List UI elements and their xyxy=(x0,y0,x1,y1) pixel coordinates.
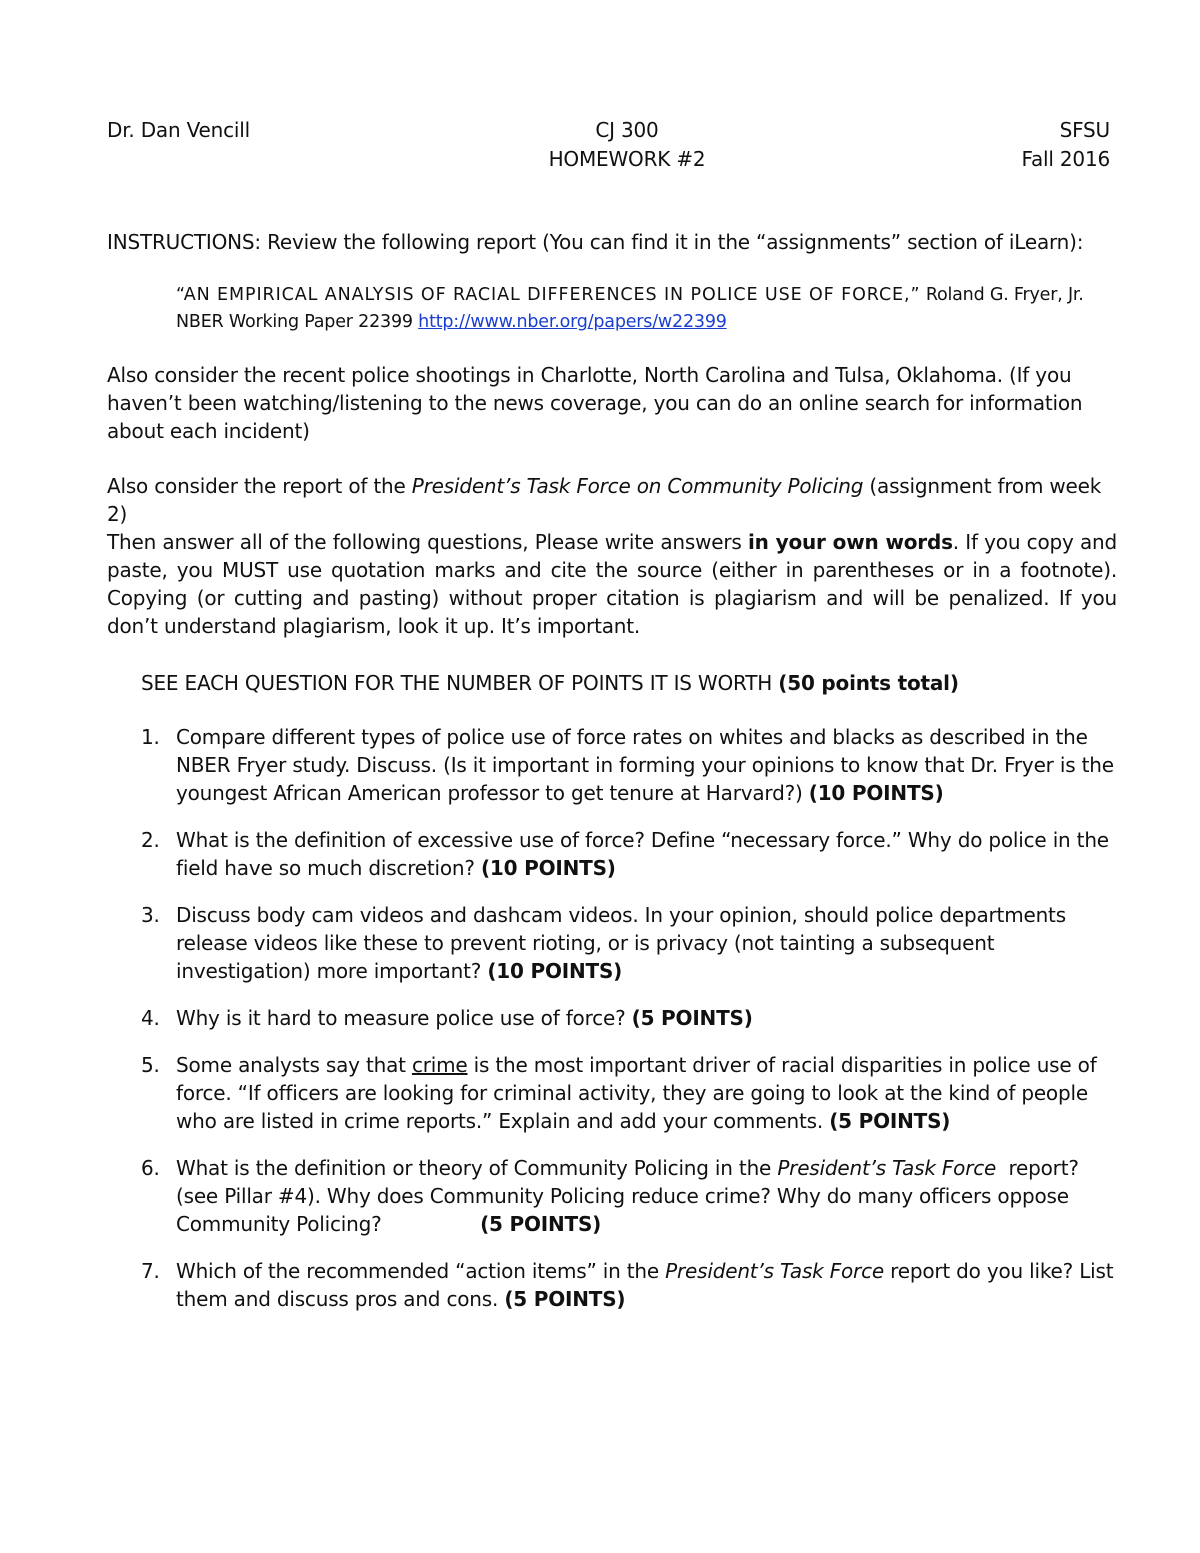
question-text-pre: What is the definition or theory of Community Policing in the xyxy=(176,1156,778,1180)
report-reference xyxy=(176,282,1116,336)
task-force-title: President’s Task Force on Community Policing xyxy=(411,474,864,498)
task-force-italic: President’s Task Force xyxy=(665,1259,884,1283)
question-number: 3. xyxy=(141,903,160,927)
question-text-pre: Which of the recommended “action items” in the xyxy=(176,1259,666,1283)
instructions-paragraph: INSTRUCTIONS: Review the following report (You can find it in the “assignments” section of iLearn): xyxy=(107,230,1084,254)
question-text: report do you like? List them and discuss pros and cons. xyxy=(176,1259,1114,1311)
question-points: (10 POINTS) xyxy=(487,959,623,983)
task-force-text-after: (assignment from week 2) xyxy=(107,474,1102,526)
task-force-paragraph xyxy=(107,472,1117,528)
own-words-emphasis: in your own words xyxy=(747,530,953,554)
question-text: Discuss body cam videos and dashcam videos. In your opinion, should police departments release videos like these to prevent rioting, or is privacy (not tainting a subsequent investigation) more important? xyxy=(176,903,1066,983)
question-text-pre: Some analysts say that xyxy=(176,1053,412,1077)
question-points: (5 POINTS) xyxy=(504,1287,626,1311)
question-points: (5 POINTS) xyxy=(631,1006,753,1030)
question-item xyxy=(141,826,1116,882)
question-number: 5. xyxy=(141,1053,160,1077)
document-header xyxy=(107,116,1110,178)
question-item xyxy=(141,723,1116,807)
school-name: SFSU xyxy=(1059,118,1110,142)
question-text: is the most important driver of racial disparities in police use of force. “If officers are looking for criminal activity, they are going to look at the kind of people who are listed in crime reports.” Explain and add your comments. xyxy=(176,1053,1097,1133)
question-text: What is the definition of excessive use of force? Define “necessary force.” Why do police in the field have so much discretion? xyxy=(176,828,1109,880)
question-item xyxy=(141,1051,1116,1135)
task-force-text-before: Also consider the report of the xyxy=(107,474,412,498)
question-points: (10 POINTS) xyxy=(808,781,944,805)
question-number: 2. xyxy=(141,828,160,852)
report-author: Roland G. Fryer, Jr. xyxy=(920,285,1084,305)
question-text: report? (see Pillar #4). Why does Community Policing reduce crime? Why do many officers oppose Community Policing? xyxy=(176,1156,1085,1236)
points-note xyxy=(141,669,1041,697)
crime-emphasis: crime xyxy=(411,1053,468,1077)
answer-text-after: . If you copy and paste, you MUST use quotation marks and cite the source (either in parentheses or in a footnote). Copying (or cutting and pasting) without proper citation is plagiarism and will be penalized. If you don’t understand plagiarism, look it up. It’s important. xyxy=(107,530,1118,638)
question-number: 1. xyxy=(141,725,160,749)
report-citation: “AN EMPIRICAL ANALYSIS OF RACIAL DIFFERENCES IN POLICE USE OF FORCE,” xyxy=(176,285,921,305)
question-number: 7. xyxy=(141,1259,160,1283)
assignment-title: HOMEWORK #2 xyxy=(548,147,706,171)
report-link[interactable]: http://www.nber.org/papers/w22399 xyxy=(418,312,727,332)
question-points: (10 POINTS) xyxy=(480,856,616,880)
question-item xyxy=(141,1154,1116,1238)
question-number: 6. xyxy=(141,1156,160,1180)
question-item xyxy=(141,1257,1116,1313)
answer-instructions-paragraph xyxy=(107,528,1117,640)
course-code: CJ 300 xyxy=(595,118,659,142)
term-label: Fall 2016 xyxy=(1021,147,1110,171)
points-total: (50 points total) xyxy=(778,671,959,695)
question-number: 4. xyxy=(141,1006,160,1030)
question-text: Compare different types of police use of force rates on whites and blacks as described in the NBER Fryer study. Discuss. (Is it important in forming your opinions to know that Dr. Fryer is the youngest African American professor to get tenure at Harvard?) xyxy=(176,725,1114,805)
question-item xyxy=(141,901,1116,985)
question-points: (5 POINTS) xyxy=(480,1212,602,1236)
working-paper-label: NBER Working Paper 22399 xyxy=(176,312,419,332)
points-note-text: SEE EACH QUESTION FOR THE NUMBER OF POINTS IT IS WORTH xyxy=(141,671,779,695)
author-name: Dr. Dan Vencill xyxy=(107,118,250,142)
question-points: (5 POINTS) xyxy=(829,1109,951,1133)
question-item xyxy=(141,1004,1116,1032)
task-force-italic: President’s Task Force xyxy=(777,1156,997,1180)
question-text: Why is it hard to measure police use of force? xyxy=(176,1006,632,1030)
question-list xyxy=(141,723,1116,1332)
shootings-paragraph: Also consider the recent police shootings in Charlotte, North Carolina and Tulsa, Oklahoma. (If you haven’t been watching/listening to the news coverage, you can do an online search for information about each incident) xyxy=(107,363,1083,443)
answer-text-before: Then answer all of the following questions, Please write answers xyxy=(107,530,748,554)
